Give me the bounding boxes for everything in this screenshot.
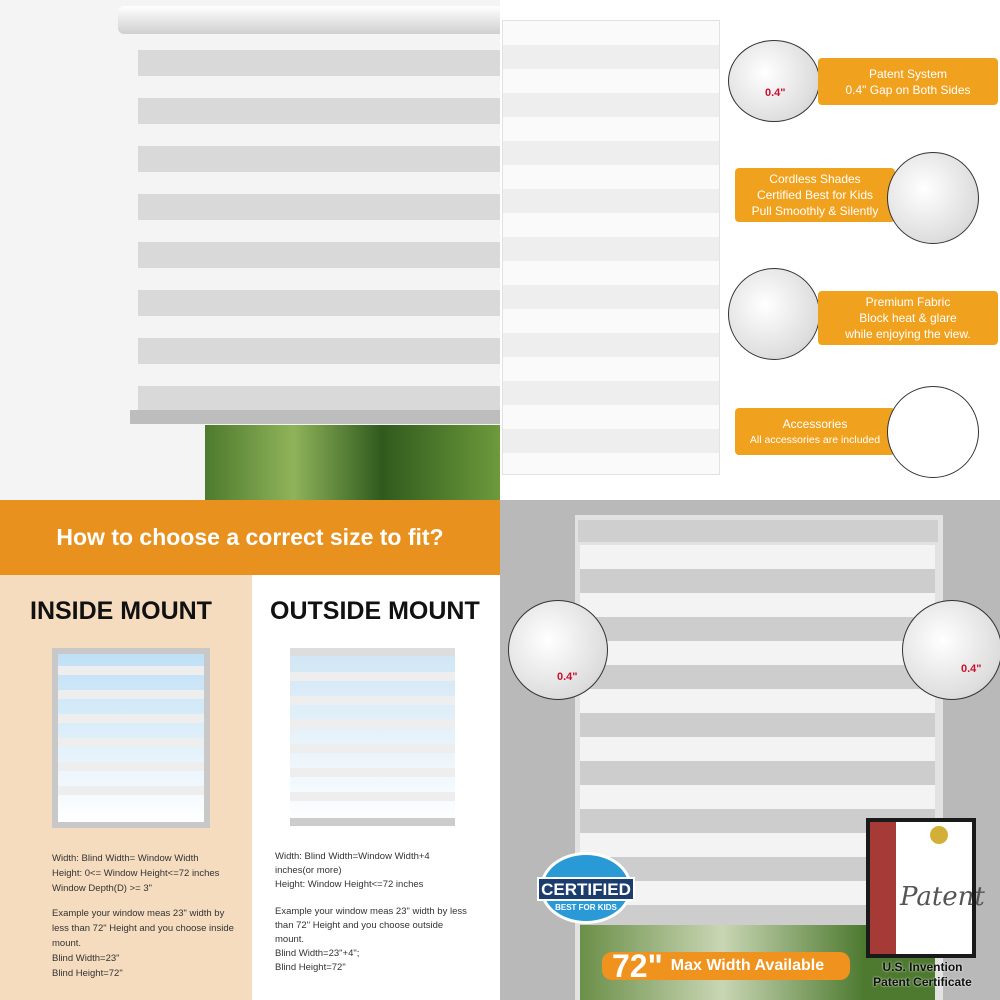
patent-certificate: Patent [866, 818, 976, 958]
headrail [578, 520, 938, 542]
blind-bottomrail [130, 410, 500, 424]
left-gap-circle: 0.4" [508, 600, 608, 700]
accessories-circle [887, 386, 979, 478]
outside-mount-spec: Width: Blind Width=Window Width+4 inches(or more) Height: Window Height<=72 inches [275, 851, 430, 890]
inside-mount-title: INSIDE MOUNT [30, 597, 212, 625]
callout-premium-fabric: Premium Fabric Block heat & glare while enjoying the view. [818, 291, 998, 345]
callout-cordless: Cordless Shades Certified Best for Kids Pull Smoothly & Silently [735, 168, 895, 222]
inside-mount-example: Example your window meas 23" width by less than 72" Height and you choose inside mount. Blind Width=23" Blind Height=72" [52, 908, 234, 979]
outside-mount-example: Example your window meas 23" width by less than 72" Height and you choose outside mount. Blind Width=23"+4"; Blind Height=72" [275, 906, 467, 973]
inside-mount-spec: Width: Blind Width= Window Width Height: 0<= Window Height<=72 inches Window Depth(D) >= 3" [52, 853, 220, 894]
product-photo-blind-angle [0, 0, 500, 500]
callout-accessories: Accessories All accessories are included [735, 408, 895, 455]
window-installation-photo [500, 500, 1000, 1000]
size-guide-heading: How to choose a correct size to fit? [0, 500, 500, 575]
plants-image [205, 425, 500, 500]
inside-mount-diagram [52, 648, 210, 828]
blind-headrail [118, 6, 500, 34]
size-guide-panel [0, 500, 500, 1000]
right-gap-circle: 0.4" [902, 600, 1000, 700]
gap-detail-circle: 0.4" [728, 40, 820, 122]
cord-detail-circle [887, 152, 979, 244]
white-blind-image [502, 20, 720, 475]
features-panel [500, 0, 1000, 500]
certificate-caption: U.S. Invention Patent Certificate [873, 960, 972, 989]
certified-badge: CERTIFIED BEST FOR KIDS [540, 852, 632, 924]
callout-patent-system: Patent System 0.4" Gap on Both Sides [818, 58, 998, 105]
outside-mount-diagram [290, 648, 455, 828]
max-width-banner: 72" Max Width Available [602, 952, 850, 980]
fabric-detail-circle [728, 268, 820, 360]
outside-mount-title: OUTSIDE MOUNT [270, 597, 480, 625]
